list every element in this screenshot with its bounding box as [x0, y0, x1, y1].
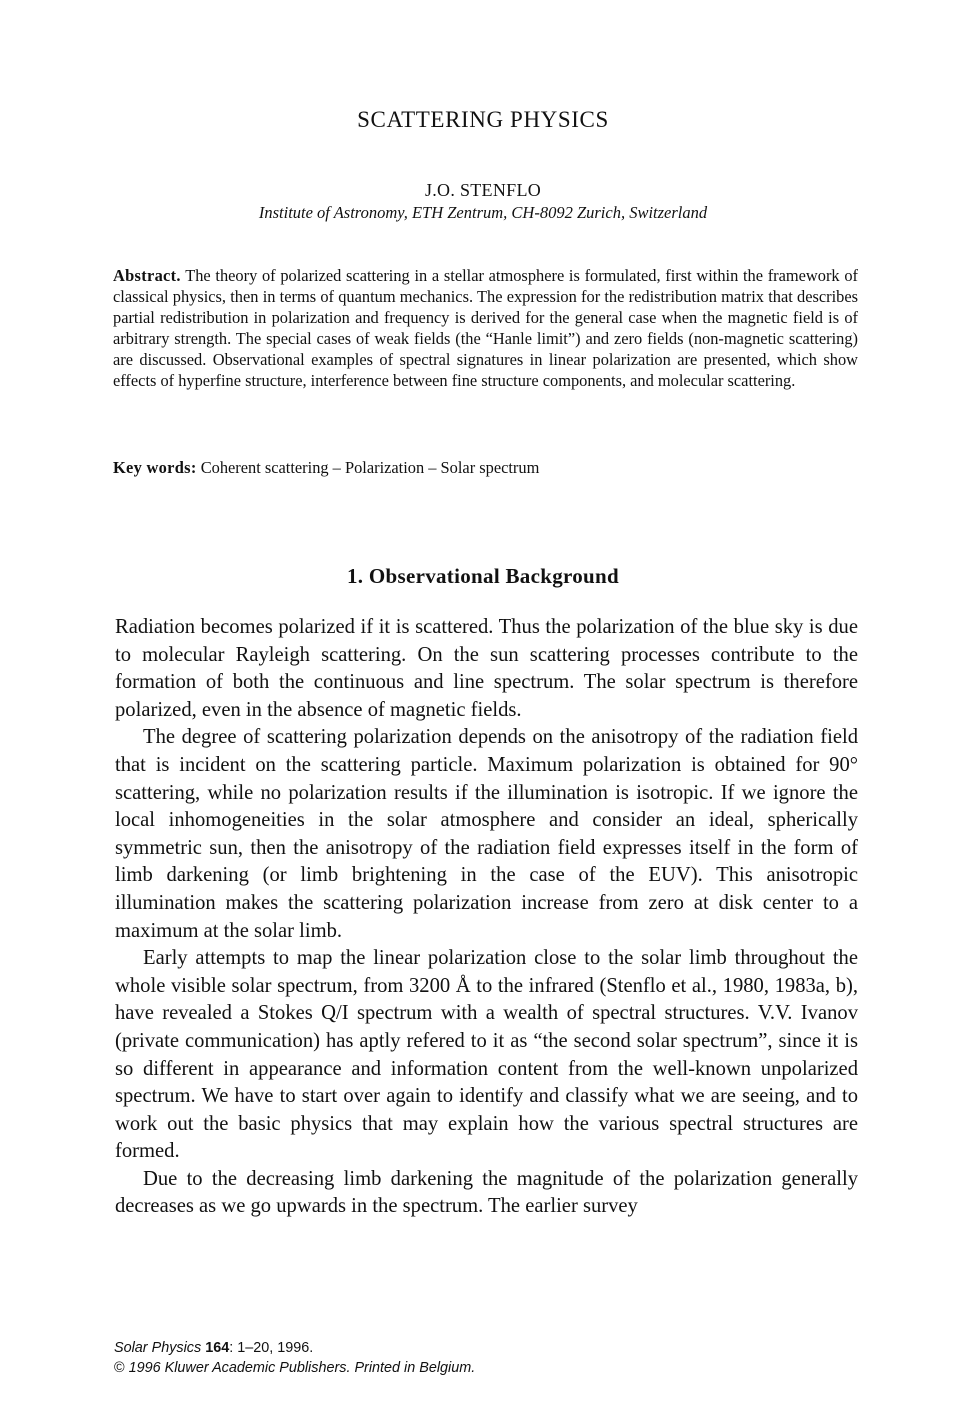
copyright-symbol: ©: [114, 1360, 125, 1376]
paragraph: Early attempts to map the linear polarization close to the solar limb throughout the whole visible solar spectrum, from 3200 Å to the infrared (Stenflo et al., 1980, 1983a, b), have revealed a Stokes Q/I spectrum with a wealth of spectral structures. V.V. Ivanov (private communication) has aptly refered to it as “the second solar spectrum”, since it is so different in appearance and information content from the well-known unpolarized spectrum. We have to start over again to identify and classify what we are seeing, and to work out the basic physics that may explain how the various spectral structures are formed.: [115, 947, 858, 1163]
keywords: [113, 458, 858, 478]
paper-title: SCATTERING PHYSICS: [357, 107, 609, 132]
journal-volume: 164: [205, 1340, 230, 1356]
abstract: [113, 265, 858, 392]
citation-line: [114, 1338, 874, 1358]
author-name: J.O. STENFLO: [424, 180, 542, 200]
keywords-label: Key words:: [113, 458, 197, 477]
paragraph: Radiation becomes polarized if it is scattered. Thus the polarization of the blue sky is due to molecular Rayleigh scattering. On the sun scattering processes contribute to the formation of both the continuous and line spectrum. The solar spectrum is therefore polarized, even in the absence of magnetic fields.: [115, 616, 858, 721]
section-heading: 1. Observational Background: [346, 564, 619, 588]
copyright-year: 1996: [128, 1360, 161, 1376]
copyright-line: [114, 1358, 874, 1378]
abstract-label: Abstract.: [113, 266, 181, 285]
paragraph: The degree of scattering polarization depends on the anisotropy of the radiation field that is incident on the scattering particle. Maximum polarization is obtained for 90° scattering, while no polarization results if the illumination is isotropic. If we ignore the local inhomogeneities in the solar atmosphere and consider an ideal, spherically symmetric sun, then the anisotropy of the radiation field expresses itself in the form of limb darkening (or limb brightening in the case of the EUV). This anisotropic illumination makes the scattering polarization increase from zero at disk center to a maximum at the solar limb.: [115, 726, 858, 942]
abstract-text: The theory of polarized scattering in a stellar atmosphere is formulated, first within the framework of classical physics, then in terms of quantum mechanics. The expression for the redistribution matrix that describes partial redistribution in polarization and frequency is derived for the general case when the magnetic field is of arbitrary strength. The special cases of weak fields (the “Hanle limit”) and zero fields (non-magnetic scattering) are discussed. Observational examples of spectral signatures in linear polarization are presented, which show effects of hyperfine structure, interference between fine structure components, and molecular scattering.: [113, 266, 858, 391]
publisher-name: Kluwer Academic Publishers. Printed in Belgium.: [164, 1360, 476, 1376]
page-footer: [114, 1338, 874, 1378]
keywords-text: Coherent scattering – Polarization – Solar spectrum: [200, 458, 540, 477]
section-body: [115, 614, 858, 1221]
journal-name: Solar Physics: [114, 1340, 202, 1356]
author-affiliation: Institute of Astronomy, ETH Zentrum, CH-8092 Zurich, Switzerland: [258, 203, 708, 222]
journal-pages-year: : 1–20, 1996.: [229, 1340, 314, 1356]
paragraph: Due to the decreasing limb darkening the magnitude of the polarization generally decreases as we go upwards in the spectrum. The earlier survey: [115, 1167, 858, 1218]
